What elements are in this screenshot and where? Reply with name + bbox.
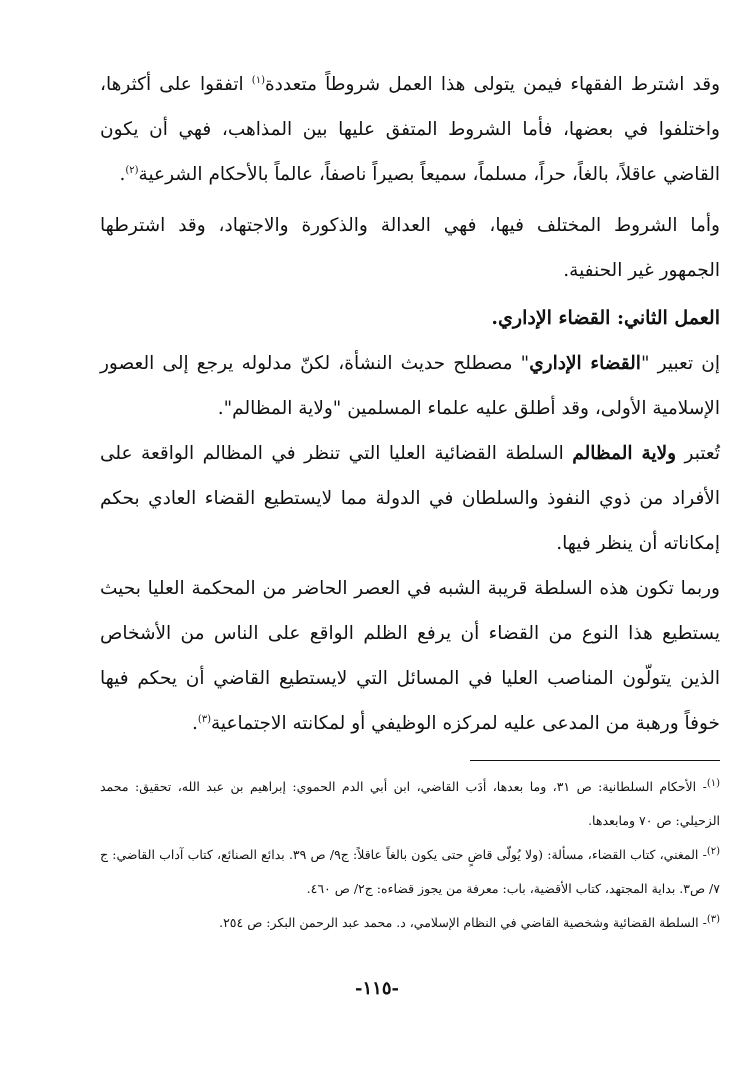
paragraph-1-text: وقد اشترط الفقهاء فيمن يتولى هذا العمل شروطاً متعددة — [264, 74, 720, 95]
footnote-1 — [100, 770, 720, 838]
paragraph-1 — [100, 62, 720, 197]
footnote-separator — [470, 760, 720, 761]
footnote-2 — [100, 838, 720, 906]
paragraph-3-text-cont: " مصطلح حديث النشأة، لكنّ مدلوله يرجع إلى العصور الإسلامية الأولى، وقد أطلق عليه علماء المسلمين "ولاية المظالم". — [100, 353, 720, 419]
paragraph-1-end: . — [119, 164, 126, 185]
term-administrative-judiciary: القضاء الإداري — [529, 353, 641, 374]
footnote-ref-2: (٢) — [125, 164, 139, 176]
footnotes — [100, 770, 720, 940]
main-text — [100, 62, 720, 746]
paragraph-4 — [100, 431, 720, 566]
footnote-3 — [100, 906, 720, 940]
paragraph-4-text-cont: السلطة القضائية العليا التي تنظر في المظالم الواقعة على الأفراد من ذوي النفوذ والسلطان في الدولة مما لايستطيع القضاء العادي بحكم إمكاناته أن ينظر فيها. — [100, 443, 720, 554]
footnote-marker: (٢) — [706, 845, 720, 857]
footnote-text: - السلطة القضائية وشخصية القاضي في النظام الإسلامي، د. محمد عبد الرحمن البكر: ص ٢٥٤. — [219, 915, 707, 930]
paragraph-1-text-cont: اتفقوا على أكثرها، واختلفوا في بعضها، فأما الشروط المتفق عليها بين المذاهب، فهي أن يكون القاضي عاقلاً، بالغاً، حراً، مسلماً، سميعاً بصيراً ناصفاً، عالماً بالأحكام الشرعية — [100, 74, 720, 185]
footnote-text: - الأحكام السلطانية: ص ٣١، وما بعدها، أدَب القاضي، ابن أبي الدم الحموي: إبراهيم بن عبد الله، تحقيق: محمد الزحيلي: ص ٧٠ ومابعدها. — [100, 779, 720, 828]
footnote-marker: (١) — [706, 777, 720, 789]
paragraph-4-text: تُعتبر — [676, 443, 720, 464]
paragraph-2: وأما الشروط المختلف فيها، فهي العدالة والذكورة والاجتهاد، وقد اشترطها الجمهور غير الحنفية. — [100, 215, 720, 281]
page-number: -١١٥- — [355, 978, 399, 999]
term-wilayat-al-mazalim: ولاية المظالم — [572, 443, 677, 464]
footnote-marker: (٣) — [706, 913, 720, 925]
paragraph-5-end: . — [191, 713, 198, 734]
footnote-text: - المغني، كتاب القضاء، مسألة: (ولا يُولّى قاضٍ حتى يكون بالغاً عاقلاً: ج٩/ ص ٣٩. بدائع الصنائع، كتاب آداب القاضي: ج ٧/ ص٣. بداية المجتهد، كتاب الأقضية، باب: معرفة من يجوز قضاءه: ج٢/ ص ٤٦٠. — [100, 847, 720, 896]
paragraph-5 — [100, 566, 720, 746]
footnote-ref-1: (١) — [251, 74, 265, 86]
paragraph-5-text: وربما تكون هذه السلطة قريبة الشبه في العصر الحاضر من المحكمة العليا بحيث يستطيع هذا النوع من القضاء أن يرفع الظلم الواقع على الناس من الأشخاص الذين يتولّون المناصب العليا في المسائل التي لايستطيع القاضي أن يحكم فيها خوفاً ورهبة من المدعى عليه لمركزه الوظيفي أو لمكانته الاجتماعية — [100, 578, 720, 734]
section-heading: العمل الثاني: القضاء الإداري. — [491, 307, 720, 329]
paragraph-3-text: إن تعبير " — [640, 353, 721, 374]
footnote-ref-3: (٣) — [197, 713, 212, 725]
paragraph-3 — [100, 341, 720, 431]
